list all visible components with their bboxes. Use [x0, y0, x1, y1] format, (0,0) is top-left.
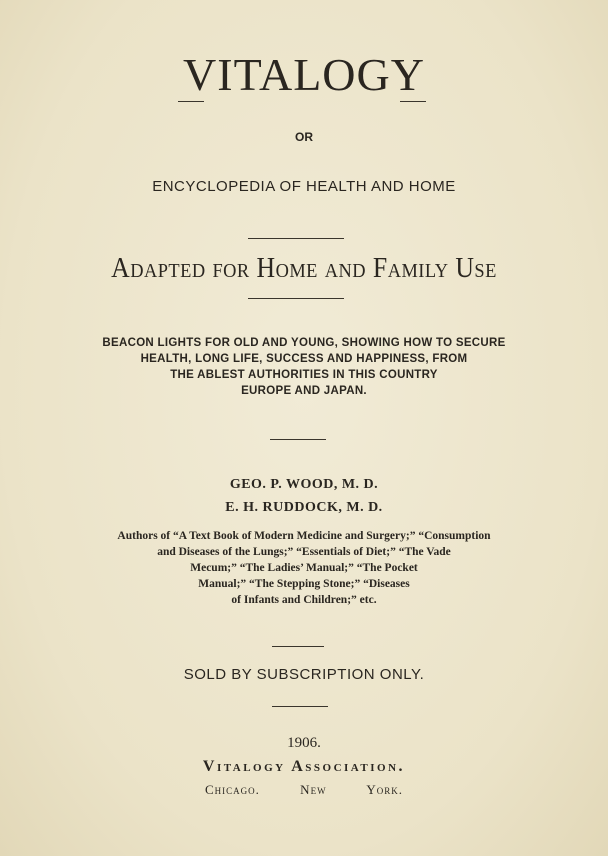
beacon-line: THE ABLEST AUTHORITIES IN THIS COUNTRY: [170, 369, 438, 381]
beacon-text: [0, 335, 608, 399]
or-text: OR: [295, 130, 313, 144]
publication-year: 1906.: [287, 735, 321, 751]
publisher: Vitalogy Association.: [202, 758, 406, 775]
author-ruddock: E. H. RUDDOCK, M. D.: [225, 500, 383, 515]
publisher-cities: Chicago. New York.: [205, 782, 403, 797]
title-underline-right: [400, 101, 426, 102]
divider-4: [272, 646, 324, 647]
works-line: Authors of “A Text Book of Modern Medicine and Surgery;” “Consumption: [117, 530, 491, 542]
title-underline-left: [178, 101, 204, 102]
divider-2: [248, 298, 344, 299]
book-title: VITALOGY: [183, 49, 425, 100]
subtitle: ENCYCLOPEDIA OF HEALTH AND HOME: [152, 178, 456, 195]
works-list: [0, 528, 608, 608]
divider-3: [270, 439, 326, 440]
sold-notice: SOLD BY SUBSCRIPTION ONLY.: [183, 666, 425, 683]
works-line: and Diseases of the Lungs;” “Essentials of Diet;” “The Vade: [157, 546, 451, 558]
author-wood: GEO. P. WOOD, M. D.: [229, 477, 379, 492]
works-line: Mecum;” “The Ladies’ Manual;” “The Pocket: [190, 562, 418, 574]
works-line: Manual;” “The Stepping Stone;” “Diseases: [198, 578, 410, 590]
works-line: of Infants and Children;” etc.: [231, 594, 377, 606]
beacon-line: HEALTH, LONG LIFE, SUCCESS AND HAPPINESS, FROM: [140, 353, 468, 365]
divider-5: [272, 706, 328, 707]
adapted-heading: Adapted for Home and Family Use: [111, 253, 497, 284]
beacon-line: BEACON LIGHTS FOR OLD AND YOUNG, SHOWING HOW TO SECURE: [102, 337, 506, 349]
beacon-line: EUROPE AND JAPAN.: [241, 385, 367, 397]
divider-1: [248, 238, 344, 239]
